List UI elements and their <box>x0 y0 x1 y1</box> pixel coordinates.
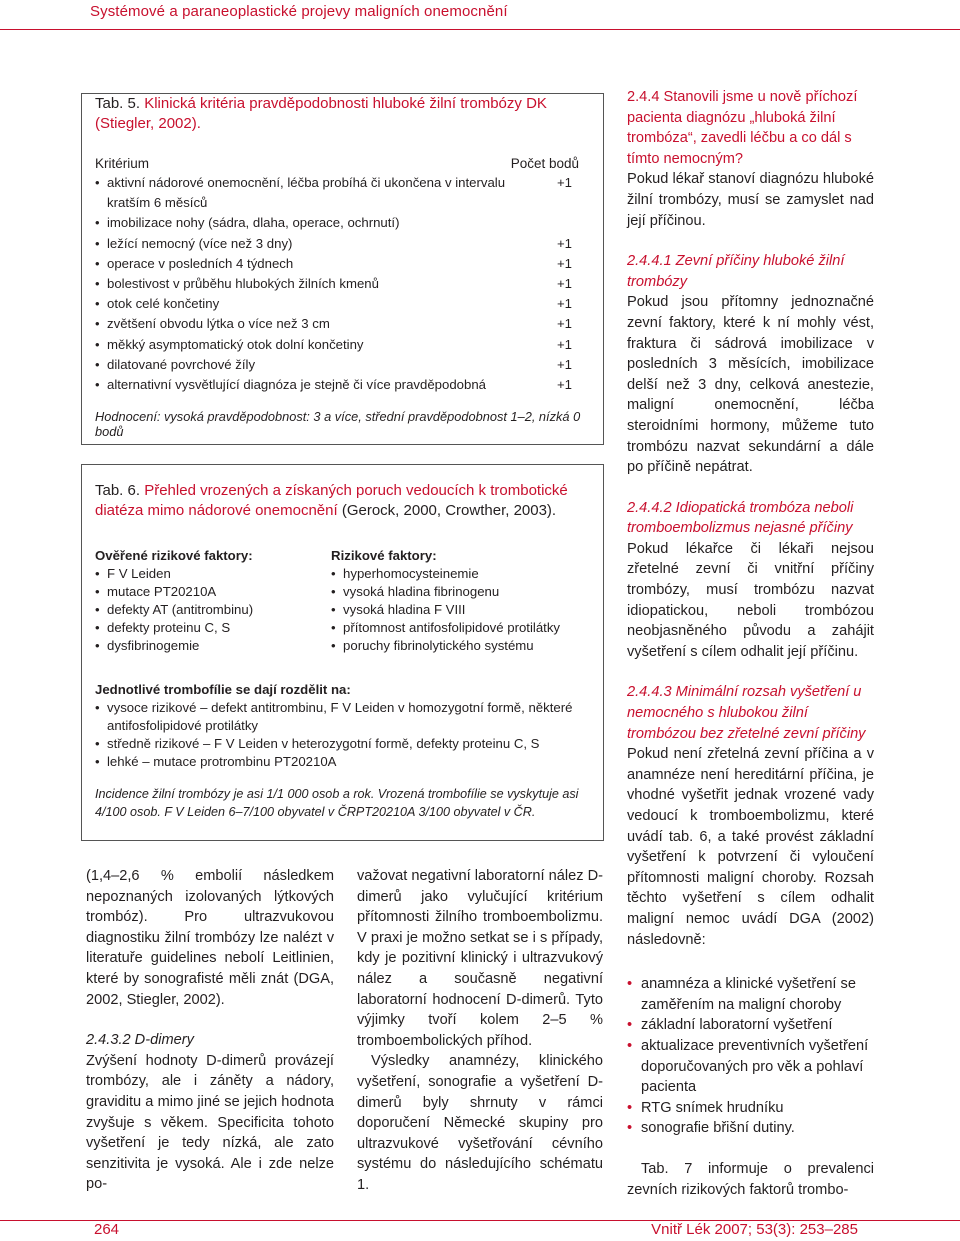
journal-citation: Vnitř Lék 2007; 53(3): 253–285 <box>651 1221 858 1238</box>
subheading-idiopathic: 2.4.4.2 Idiopatická trombóza neboli tromboembolizmus nejasné příčiny <box>627 499 854 537</box>
list-item: • defekty AT (antitrombinu) <box>95 602 254 617</box>
exam-list <box>627 974 874 1139</box>
table-row: • alternativní vysvětlující diagnóza je stejně či více pravděpodobná +1 <box>95 377 572 393</box>
list-item: • aktualizace preventivních vyšetření doporučovaných pro věk a pohlaví pacienta <box>627 1037 869 1096</box>
verified-factors <box>95 547 331 655</box>
table-5-title: Klinická kritéria pravděpodobnosti hluboké žilní trombózy DK (Stiegler, 2002). <box>95 95 547 132</box>
list-item: • středně rizikové – F V Leiden v heterozygotní formě, defekty proteinu C, S <box>95 736 540 751</box>
list-item: • sonografie břišní dutiny. <box>627 1120 795 1137</box>
table-5-note: Hodnocení: vysoká pravděpodobnost: 3 a více, střední pravděpodobnost 1–2, nízká 0 bodů <box>95 409 581 440</box>
table-5 <box>81 93 604 445</box>
paragraph: Pokud lékař stanoví diagnózu hluboké žilní trombózy, musí se zamyslet nad její příčinou. <box>627 171 874 229</box>
body-column-middle <box>357 866 603 1196</box>
table-6-title: Přehled vrozených a získaných poruch vedoucích k trombotické diatéza mimo nádorové onemocnění <box>95 482 568 519</box>
col-points: Počet bodů <box>510 156 579 171</box>
list-item: • poruchy fibrinolytického systému <box>331 638 534 653</box>
table-5-caption <box>95 94 590 134</box>
subheading-minimal-scope: 2.4.4.3 Minimální rozsah vyšetření u nemocného s hlubokou žilní trombózou bez zřetelné zevní příčiny <box>627 684 866 742</box>
risk-heading: Rizikové faktory: <box>331 548 437 563</box>
table-row: • aktivní nádorové onemocnění, léčba probíhá či ukončena v intervalu kratším 6 měsíců +1 <box>95 175 572 211</box>
list-item: • F V Leiden <box>95 566 171 581</box>
table-row: • otok celé končetiny +1 <box>95 296 572 312</box>
running-title: Systémové a paraneoplastické projevy maligních onemocnění <box>90 3 508 20</box>
list-item: • vysoká hladina fibrinogenu <box>331 584 500 599</box>
list-item: • RTG snímek hrudníku <box>627 1099 784 1116</box>
col-criterion: Kritérium <box>95 156 150 171</box>
table-6-columns <box>95 547 590 655</box>
thrombophilia-split <box>95 681 590 771</box>
paragraph: Pokud není zřetelná zevní příčina a v anamnéze není hereditární příčina, je vhodné vyšetřit jednak vrozené vady vedoucí k tromboembolizmu, které uvádí tab. 6, a také provést základní vyšetření k potvrzení či vyloučení přítomnosti maligní choroby. Rozsah těchto vyšetření s cílem odhalit maligní nemoc uvádí DGA (2002) následovně: <box>627 746 874 948</box>
paragraph: Pokud lékařce či lékaři nejsou zřetelné zevní či vnitřní příčiny trombózy, musí trombózu nazvat idiopatickou, neboli trombózou neobjasněného původu a zahájit vyšetření s cílem odhalit její příčinu. <box>627 540 874 660</box>
list-item: • vysoce rizikové – defekt antitrombinu, F V Leiden v homozygotní formě, některé antifosfolipidové protilátky <box>95 700 573 733</box>
risk-factors <box>331 547 590 655</box>
table-row: • dilatované povrchové žíly +1 <box>95 356 572 372</box>
table-6-ref: (Gerock, 2000, Crowther, 2003). <box>341 502 557 519</box>
table-6 <box>81 464 604 841</box>
list-item: • hyperhomocysteinemie <box>331 566 479 581</box>
table-5-header <box>95 156 590 171</box>
table-row: • bolestivost v průběhu hlubokých žilních kmenů +1 <box>95 276 572 292</box>
page-number: 264 <box>94 1221 120 1238</box>
subheading-external-causes: 2.4.4.1 Zevní příčiny hluboké žilní trombózy <box>627 253 845 290</box>
table-6-label: Tab. 6. <box>95 482 141 499</box>
table-6-note: Incidence žilní trombózy je asi 1/1 000 osob a rok. Vrozená trombofílie se vyskytuje asi 4/100 osob. F V Leiden 6–7/100 obyvatel v ČRPT20210A 3/100 obyvatel v ČR. <box>95 787 579 819</box>
table-5-rows <box>95 173 590 395</box>
body-column-left <box>86 866 334 1195</box>
paragraph: važovat negativní laboratorní nález D-dimerů jako vylučující kritérium přítomnosti žilního tromboembolizmu. V praxi je možno setkat se i s případy, kdy je pozitivní klinický i ultrazvukový nález a současně negativní laboratorní hodnocení D-dimerů. Tyto výjimky tvoří kolem 2–5 % tromboembolických příhod. <box>357 868 603 1049</box>
paragraph: Zvýšení hodnoty D-dimerů provázejí trombózy, ale i záněty a nádory, graviditu a mimo jiné se jejich hodnota zvyšuje s věkem. Specificita tohoto vyšetření je tedy nízká, ale zato senzitivita je vysoká. Ale i zde nelze po- <box>86 1052 334 1193</box>
list-item: • anamnéza a klinické vyšetření se zaměřením na maligní choroby <box>627 976 856 1013</box>
table-row: • zvětšení obvodu lýtka o více než 3 cm +1 <box>95 316 572 332</box>
table-6-caption <box>95 481 590 521</box>
table-5-label: Tab. 5. <box>95 95 141 112</box>
split-heading: Jednotlivé trombofílie se dají rozdělit na: <box>95 682 351 697</box>
list-item: • základní laboratorní vyšetření <box>627 1017 833 1034</box>
paragraph: Tab. 7 informuje o prevalenci zevních rizikových faktorů trombo- <box>627 1160 874 1198</box>
list-item: • defekty proteinu C, S <box>95 620 231 635</box>
table-row: • měkký asymptomatický otok dolní končetiny +1 <box>95 336 572 352</box>
table-row: • operace v posledních 4 týdnech +1 <box>95 255 572 271</box>
verified-heading: Ověřené rizikové faktory: <box>95 548 253 563</box>
header-rule <box>0 29 960 30</box>
list-item: • vysoká hladina F VIII <box>331 602 466 617</box>
list-item: • lehké – mutace protrombinu PT20210A <box>95 754 337 769</box>
paragraph: (1,4–2,6 % embolií následkem nepoznaných izolovaných lýtkových trombóz). Pro ultrazvukovou diagnostiku žilní trombózy lze nalézt v literatuře guidelines nebolí Leitlinien, které by sonografisté měli znát (DGA, 2002, Stiegler, 2002). <box>86 868 334 1008</box>
question-heading: 2.4.4 Stanovili jsme u nově příchozí pacienta diagnózu „hluboká žilní trombóza“, zavedli léčbu a co dál s tímto nemocným? <box>627 89 858 167</box>
body-column-right <box>627 87 874 1200</box>
paragraph: Pokud jsou přítomny jednoznačné zevní faktory, které k ní mohly vést, fraktura či sádrová imobilizace v posledních 3 měsících, imobilizace delší než 3 dny, celková anestezie, maligní onemocnění, léčba steroidními hormony, můžeme tuto trombózu nazvat sekundární a dále po příčině nepátrat. <box>627 294 874 476</box>
list-item: • mutace PT20210A <box>95 584 217 599</box>
subheading-d-dimers: 2.4.3.2 D-dimery <box>86 1032 194 1049</box>
paragraph: Výsledky anamnézy, klinického vyšetření, sonografie a vyšetření D-dimerů byly shrnuty v rámci doporučení Německé skupiny pro ultrazvukové vyšetřování cévního systému do následujícího schématu 1. <box>357 1053 603 1193</box>
table-row: • imobilizace nohy (sádra, dlaha, operace, ochrnutí) <box>95 215 400 231</box>
table-row: • ležící nemocný (více než 3 dny) +1 <box>95 235 572 251</box>
list-item: • dysfibrinogemie <box>95 638 200 653</box>
list-item: • přítomnost antifosfolipidové protilátky <box>331 620 561 635</box>
